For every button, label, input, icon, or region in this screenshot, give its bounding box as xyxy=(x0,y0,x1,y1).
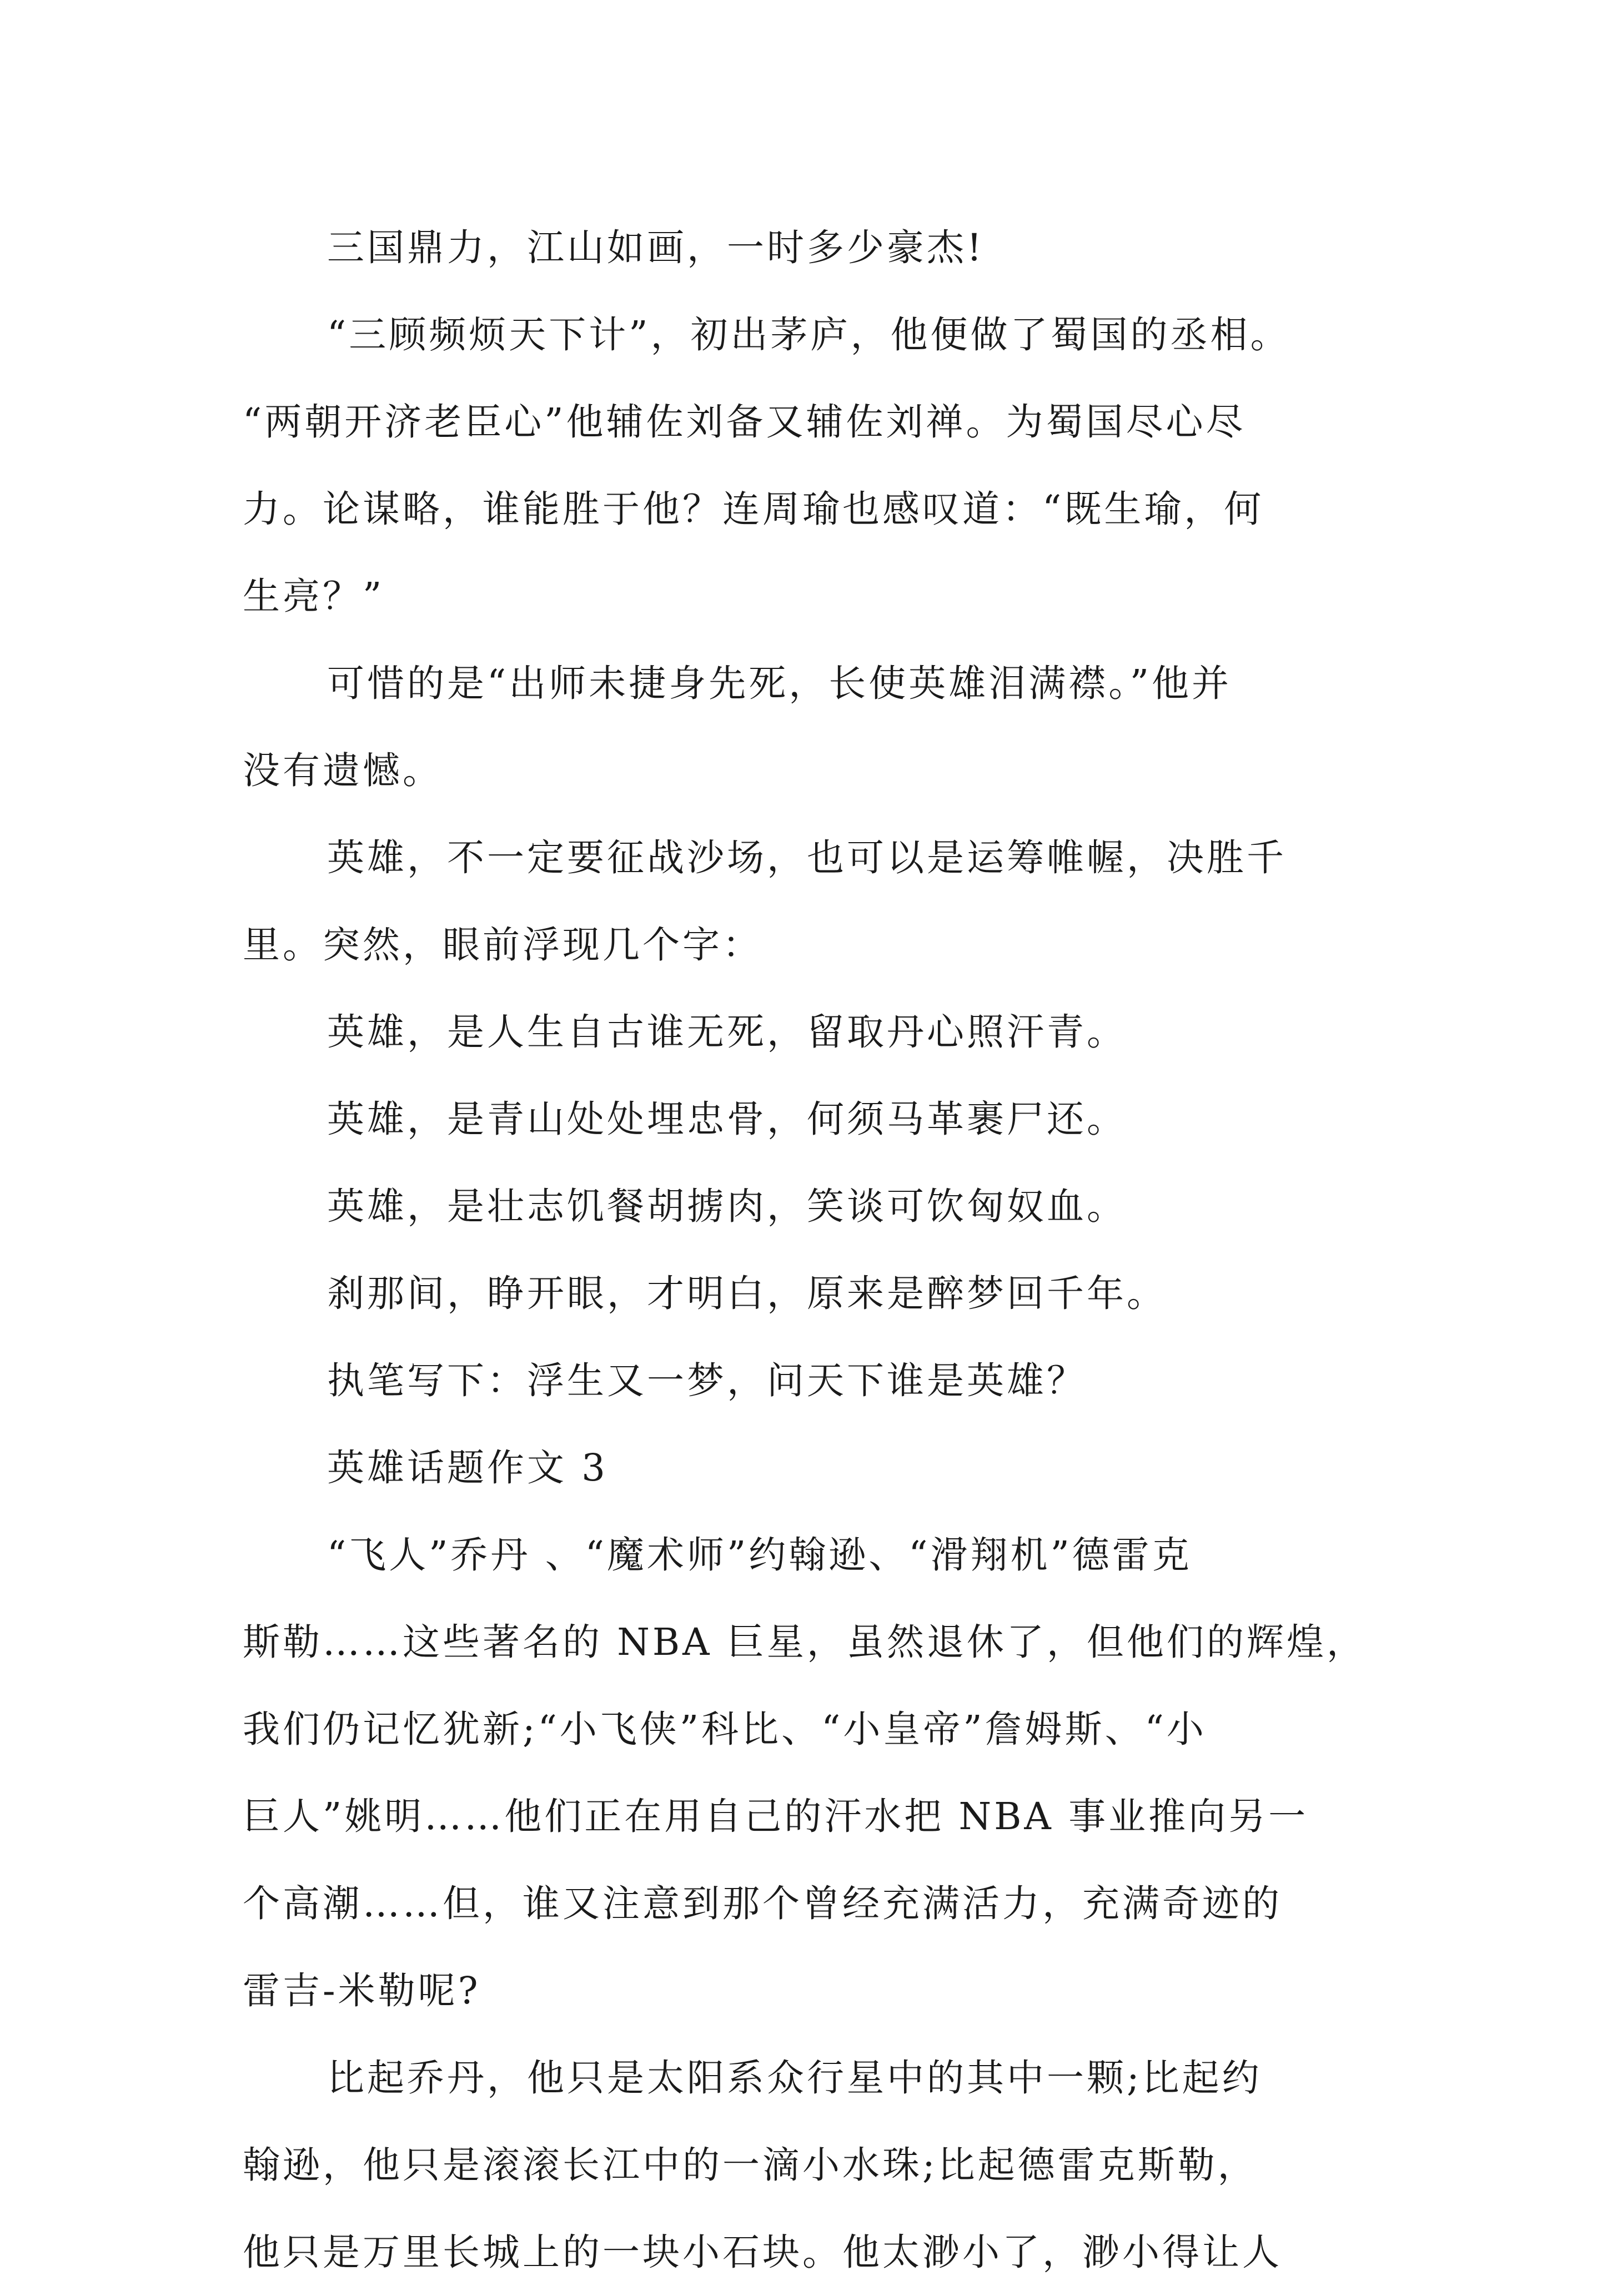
text-line: 比起乔丹，他只是太阳系众行星中的其中一颗;比起约 xyxy=(327,2056,1262,2099)
text-line: “两朝开济老臣心”他辅佐刘备又辅佐刘禅。为蜀国尽心尽 xyxy=(243,400,1246,444)
text-line: 英雄，不一定要征战沙场，也可以是运筹帷幄，决胜千 xyxy=(327,836,1287,879)
text-line: 他只是万里长城上的一块小石块。他太渺小了，渺小得让人 xyxy=(243,2230,1282,2274)
text-line: 执笔写下：浮生又一梦，问天下谁是英雄？ xyxy=(327,1359,1087,1402)
text-line: 生亮？” xyxy=(243,575,385,618)
text-line: 个高潮……但，谁又注意到那个曾经充满活力，充满奇迹的 xyxy=(243,1882,1282,1925)
text-line: 英雄，是壮志饥餐胡掳肉，笑谈可饮匈奴血。 xyxy=(327,1185,1127,1228)
text-line: 翰逊，他只是滚滚长江中的一滴小水珠;比起德雷克斯勒， xyxy=(243,2143,1258,2187)
text-line: “三顾频烦天下计”，初出茅庐，他便做了蜀国的丞相。 xyxy=(327,313,1290,356)
text-line: 英雄，是人生自古谁无死，留取丹心照汗青。 xyxy=(327,1010,1127,1054)
text-line: 力。论谋略，谁能胜于他？连周瑜也感叹道：“既生瑜，何 xyxy=(243,487,1264,531)
text-line: 里。突然，眼前浮现几个字： xyxy=(243,923,762,966)
essay-body xyxy=(243,204,1387,2296)
text-line: 可惜的是“出师未捷身先死，长使英雄泪满襟。”他并 xyxy=(327,662,1232,705)
text-line: 刹那间，睁开眼，才明白，原来是醉梦回千年。 xyxy=(327,1272,1167,1315)
text-line: 没有遗憾。 xyxy=(243,749,443,792)
text-line: 英雄，是青山处处埋忠骨，何须马革裹尸还。 xyxy=(327,1097,1127,1141)
text-line: “飞人”乔丹 、“魔术师”约翰逊、“滑翔机”德雷克 xyxy=(327,1533,1192,1577)
section-heading: 英雄话题作文 3 xyxy=(327,1446,608,1489)
text-line: 三国鼎力，江山如画，一时多少豪杰! xyxy=(327,226,985,269)
text-line: 我们仍记忆犹新;“小飞侠”科比、“小皇帝”詹姆斯、“小 xyxy=(243,1708,1207,1751)
text-line: 巨人”姚明……他们正在用自己的汗水把 NBA 事业推向另一 xyxy=(243,1795,1309,1838)
text-line: 雷吉-米勒呢? xyxy=(243,1969,481,2012)
text-line: 斯勒……这些著名的 NBA 巨星，虽然退休了，但他们的辉煌， xyxy=(243,1620,1367,1664)
